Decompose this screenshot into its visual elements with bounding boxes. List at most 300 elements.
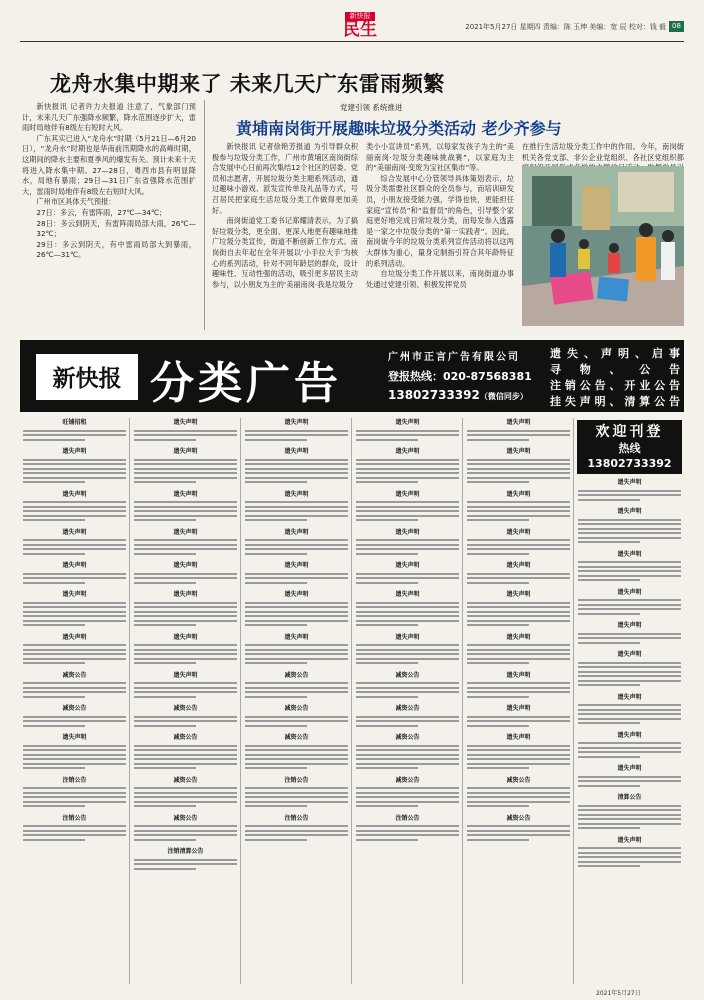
- notice-title: 遗失声明: [395, 528, 420, 536]
- notice-text-line: [356, 611, 459, 613]
- notice-text-line: [23, 792, 126, 794]
- section-badge: [338, 12, 382, 40]
- classified-notice: [353, 418, 462, 447]
- notice-text-line: [578, 566, 681, 568]
- notice-text-line: [467, 602, 570, 604]
- story2-paragraph: 类小小宣讲员”系列，以每家发孩子为主的“美丽南岗·垃圾分类趣味挑战赛”，以家庭为主的“美丽南岗·变废为宝社区集市”等。: [366, 142, 514, 173]
- notice-text-line: [134, 662, 196, 664]
- story1-body: [22, 102, 196, 332]
- notice-text-line: [356, 519, 418, 521]
- notice-text-line: [134, 544, 237, 546]
- notice-text-line: [245, 754, 348, 756]
- notice-text-line: [356, 745, 459, 747]
- notice-text-line: [245, 716, 348, 718]
- notice-text-line: [134, 868, 196, 870]
- classified-notice: [464, 776, 573, 814]
- notice-title: 遗失声明: [284, 562, 309, 569]
- notice-title: 遗失声明: [617, 550, 642, 558]
- notice-text-line: [23, 796, 126, 798]
- notice-text-line: [356, 515, 459, 517]
- notice-text-line: [356, 468, 459, 470]
- notice-title: 遗失声明: [617, 651, 642, 658]
- notice-title: 遗失声明: [173, 528, 198, 536]
- notice-text-line: [356, 725, 418, 727]
- notice-text-line: [356, 602, 459, 604]
- notice-title: 遗失声明: [506, 419, 531, 426]
- notice-text-line: [356, 624, 418, 626]
- notice-text-line: [578, 532, 681, 534]
- notice-text-line: [467, 696, 529, 698]
- welcome-box: [577, 420, 682, 474]
- classified-notice: [464, 528, 573, 562]
- notice-text-line: [356, 459, 459, 461]
- notice-text-line: [245, 749, 348, 751]
- classified-notice: [242, 671, 351, 705]
- footer-date: 2021年5月27日: [596, 990, 641, 997]
- classified-notice: [353, 447, 462, 490]
- notice-title: 旺铺招租: [62, 419, 87, 426]
- notice-text-line: [245, 602, 348, 604]
- notice-text-line: [23, 506, 126, 508]
- notice-text-line: [356, 649, 459, 651]
- notice-text-line: [467, 472, 570, 474]
- notice-title: 减资公告: [395, 705, 420, 712]
- notice-title: 减资公告: [173, 776, 198, 784]
- story1-paragraph: 新快报讯 记者许力夫报道 注意了，气象部门预计，未来几天广东强降水频繁，降水范围逐步扩大，雷雨时局地伴有8级左右短时大风。: [22, 102, 196, 133]
- classified-notice: [242, 447, 351, 490]
- classified-notice: [131, 704, 240, 733]
- notice-text-line: [134, 468, 237, 470]
- classified-notice: [20, 733, 129, 776]
- notice-text-line: [134, 696, 196, 698]
- notice-text-line: [134, 792, 237, 794]
- issue-line: 2021年5月27日 星期四 责编：陈 玉坤 美编：宽 辰 校对：钱 毅: [465, 23, 666, 31]
- notice-text-line: [134, 653, 237, 655]
- notice-text-line: [356, 792, 459, 794]
- notice-title: 遗失声明: [617, 731, 642, 739]
- notice-text-line: [245, 792, 348, 794]
- notice-title: 减资公告: [62, 705, 87, 712]
- notice-text-line: [467, 620, 570, 622]
- notice-text-line: [134, 649, 237, 651]
- notice-title: 遗失声明: [284, 490, 309, 498]
- notice-text-line: [578, 662, 681, 664]
- notice-text-line: [245, 805, 307, 807]
- notice-text-line: [578, 613, 640, 615]
- notice-title: 注销公告: [284, 776, 309, 784]
- notice-text-line: [578, 519, 681, 521]
- notice-text-line: [356, 763, 459, 765]
- notice-text-line: [467, 720, 570, 722]
- ad-category: 挂失声明、清算公告: [550, 395, 680, 408]
- classifieds-column-6-list: [575, 478, 684, 874]
- notice-text-line: [467, 477, 570, 479]
- notice-text-line: [134, 758, 237, 760]
- notice-text-line: [134, 749, 237, 751]
- notice-text-line: [245, 787, 348, 789]
- notice-text-line: [356, 696, 418, 698]
- notice-text-line: [245, 430, 348, 432]
- notice-text-line: [134, 459, 237, 461]
- classified-notice: [131, 528, 240, 562]
- forecast-line: 27日：多云，有雷阵雨，27℃—34℃；: [36, 207, 167, 217]
- notice-text-line: [578, 680, 681, 682]
- notice-text-line: [23, 573, 126, 575]
- ad-banner-title: 分类广告: [150, 358, 342, 409]
- notice-text-line: [134, 553, 196, 555]
- notice-text-line: [23, 720, 126, 722]
- classified-notice: [131, 847, 240, 876]
- notice-text-line: [356, 687, 459, 689]
- notice-text-line: [245, 830, 348, 832]
- notice-text-line: [23, 515, 126, 517]
- classified-notice: [131, 490, 240, 528]
- event-photo: [522, 166, 684, 326]
- classified-notice: [353, 490, 462, 528]
- classified-notice: [353, 671, 462, 705]
- notice-text-line: [467, 506, 570, 508]
- notice-title: 遗失声明: [62, 490, 87, 498]
- classified-notice: [242, 528, 351, 562]
- classifieds-column-1: [20, 418, 130, 984]
- notice-text-line: [245, 696, 307, 698]
- notice-text-line: [23, 687, 126, 689]
- notice-text-line: [23, 653, 126, 655]
- notice-text-line: [467, 611, 570, 613]
- notice-text-line: [578, 713, 681, 715]
- notice-text-line: [578, 684, 640, 686]
- classified-notice: [20, 814, 129, 848]
- notice-text-line: [356, 754, 459, 756]
- classified-notice: [20, 447, 129, 490]
- classified-notice: [464, 447, 573, 490]
- classified-notice: [131, 418, 240, 447]
- mobile-note: （微信同步）: [479, 392, 528, 401]
- notice-text-line: [23, 620, 126, 622]
- classified-notice: [131, 814, 240, 848]
- notice-text-line: [578, 865, 640, 867]
- notice-title: 减资公告: [506, 814, 531, 822]
- notice-text-line: [356, 658, 459, 660]
- notice-text-line: [578, 570, 681, 572]
- notice-text-line: [245, 649, 348, 651]
- notice-text-line: [467, 577, 570, 579]
- notice-text-line: [23, 754, 126, 756]
- notice-text-line: [467, 468, 570, 470]
- notice-text-line: [467, 767, 529, 769]
- welcome-phone: 13802733392: [587, 457, 672, 470]
- welcome-hotline-label: 热线: [618, 442, 641, 455]
- notice-text-line: [578, 856, 681, 858]
- notice-text-line: [23, 787, 126, 789]
- notice-text-line: [245, 620, 348, 622]
- notice-text-line: [23, 472, 126, 474]
- classified-notice: [464, 490, 573, 528]
- notice-text-line: [467, 519, 529, 521]
- notice-text-line: [467, 805, 529, 807]
- notice-text-line: [134, 834, 237, 836]
- notice-text-line: [134, 859, 237, 861]
- notice-text-line: [134, 582, 196, 584]
- notice-text-line: [245, 691, 348, 693]
- notice-text-line: [134, 787, 237, 789]
- classified-notice: [353, 561, 462, 590]
- notice-text-line: [578, 599, 681, 601]
- notice-text-line: [23, 644, 126, 646]
- notice-text-line: [245, 825, 348, 827]
- classified-notice: [20, 490, 129, 528]
- event-photo-illustration: [522, 166, 684, 326]
- notice-text-line: [578, 579, 640, 581]
- ad-categories: [550, 346, 680, 410]
- notice-text-line: [356, 644, 459, 646]
- notice-text-line: [467, 434, 570, 436]
- classified-notice: [575, 478, 684, 507]
- notice-title: 遗失声明: [284, 448, 309, 455]
- notice-text-line: [467, 792, 570, 794]
- notice-text-line: [245, 624, 307, 626]
- notice-title: 减资公告: [284, 734, 309, 741]
- notice-text-line: [134, 615, 237, 617]
- notice-title: 遗失声明: [617, 479, 642, 486]
- notice-text-line: [23, 602, 126, 604]
- notice-text-line: [578, 494, 681, 496]
- classified-notice: [575, 731, 684, 765]
- story2-paragraph: 在推行生活垃圾分类工作中的作用。今年，南岗街机关各党支部、非公企业党组织、各社区党组织都: [522, 142, 684, 162]
- notice-text-line: [134, 624, 196, 626]
- notice-text-line: [23, 682, 126, 684]
- notice-text-line: [245, 839, 307, 841]
- notice-title: 遗失声明: [284, 528, 309, 536]
- notice-title: 注销公告: [284, 814, 309, 822]
- notice-title: 遗失声明: [617, 622, 642, 629]
- notice-text-line: [134, 602, 237, 604]
- classified-notice: [353, 733, 462, 776]
- notice-text-line: [578, 604, 681, 606]
- notice-text-line: [356, 481, 418, 483]
- classified-notice: [242, 418, 351, 447]
- notice-text-line: [23, 519, 85, 521]
- notice-text-line: [578, 675, 681, 677]
- notice-text-line: [23, 649, 126, 651]
- notice-text-line: [578, 642, 640, 644]
- notice-text-line: [245, 796, 348, 798]
- notice-title: 减资公告: [62, 671, 87, 679]
- notice-title: 遗失声明: [173, 633, 198, 641]
- notice-text-line: [578, 722, 640, 724]
- notice-text-line: [245, 725, 307, 727]
- classified-notice: [353, 776, 462, 814]
- notice-title: 注销公告: [395, 814, 420, 822]
- notice-text-line: [134, 716, 237, 718]
- notice-title: 遗失声明: [506, 490, 531, 498]
- notice-text-line: [245, 434, 348, 436]
- notice-text-line: [134, 644, 237, 646]
- notice-text-line: [578, 847, 681, 849]
- notice-text-line: [578, 633, 681, 635]
- classified-notice: [131, 561, 240, 590]
- welcome-title: 欢迎刊登: [595, 424, 664, 440]
- notice-title: 遗失声明: [173, 490, 198, 498]
- notice-text-line: [356, 801, 459, 803]
- notice-text-line: [467, 649, 570, 651]
- notice-text-line: [578, 637, 681, 639]
- notice-text-line: [245, 439, 307, 441]
- notice-title: 减资公告: [506, 776, 531, 784]
- notice-text-line: [467, 758, 570, 760]
- notice-text-line: [356, 758, 459, 760]
- classified-notice: [20, 633, 129, 671]
- notice-title: 遗失声明: [506, 734, 531, 741]
- notice-text-line: [578, 704, 681, 706]
- notice-text-line: [245, 644, 348, 646]
- notice-text-line: [467, 691, 570, 693]
- notice-text-line: [23, 430, 126, 432]
- mobile-line: [388, 388, 528, 402]
- notice-text-line: [467, 501, 570, 503]
- notice-text-line: [467, 644, 570, 646]
- notice-title: 遗失声明: [506, 448, 531, 455]
- notice-text-line: [578, 747, 681, 749]
- notice-title: 遗失声明: [617, 836, 642, 844]
- notice-text-line: [356, 653, 459, 655]
- notice-text-line: [356, 463, 459, 465]
- notice-title: 遗失声明: [173, 591, 198, 598]
- notice-text-line: [134, 658, 237, 660]
- classified-notice: [131, 733, 240, 776]
- classified-notice: [575, 507, 684, 550]
- notice-title: 遗失声明: [284, 633, 309, 641]
- notice-text-line: [134, 510, 237, 512]
- classified-notice: [575, 764, 684, 793]
- notice-text-line: [245, 510, 348, 512]
- hotline-label: 登报热线：: [388, 370, 443, 383]
- notice-text-line: [134, 801, 237, 803]
- notice-text-line: [467, 825, 570, 827]
- notice-text-line: [356, 439, 418, 441]
- notice-text-line: [578, 523, 681, 525]
- classified-notice: [464, 733, 573, 776]
- notice-text-line: [578, 776, 681, 778]
- notice-text-line: [467, 459, 570, 461]
- notice-text-line: [245, 539, 348, 541]
- story2-headline: 黄埔南岗街开展趣味垃圾分类活动 老少齐参与: [236, 119, 562, 138]
- classified-ad-banner: [20, 340, 684, 412]
- notice-text-line: [467, 515, 570, 517]
- notice-text-line: [578, 818, 681, 820]
- story2-column-3: [522, 142, 684, 166]
- notice-text-line: [23, 577, 126, 579]
- ad-category: 寻物、公告: [550, 363, 680, 376]
- notice-text-line: [23, 658, 126, 660]
- notice-text-line: [134, 720, 237, 722]
- notice-text-line: [578, 756, 640, 758]
- notice-text-line: [467, 716, 570, 718]
- notice-text-line: [23, 624, 85, 626]
- notice-text-line: [134, 472, 237, 474]
- hotline: [388, 368, 532, 384]
- notice-text-line: [467, 834, 570, 836]
- notice-text-line: [578, 709, 681, 711]
- notice-text-line: [245, 468, 348, 470]
- notice-text-line: [245, 582, 307, 584]
- classified-notice: [131, 776, 240, 814]
- notice-text-line: [356, 787, 459, 789]
- notice-text-line: [245, 459, 348, 461]
- classified-notice: [20, 561, 129, 590]
- notice-text-line: [23, 439, 85, 441]
- notice-text-line: [356, 553, 418, 555]
- notice-text-line: [467, 544, 570, 546]
- notice-title: 注销公告: [62, 776, 87, 784]
- notice-title: 减资公告: [395, 734, 420, 741]
- notice-text-line: [245, 501, 348, 503]
- classified-notice: [131, 671, 240, 705]
- notice-text-line: [23, 763, 126, 765]
- notice-text-line: [245, 506, 348, 508]
- notice-text-line: [245, 519, 307, 521]
- notice-title: 遗失声明: [395, 633, 420, 641]
- story2-kicker: 党建引领 系统推进: [340, 103, 403, 112]
- notice-text-line: [245, 682, 348, 684]
- notice-text-line: [134, 573, 237, 575]
- notice-text-line: [245, 573, 348, 575]
- notice-text-line: [245, 515, 348, 517]
- notice-text-line: [245, 758, 348, 760]
- notice-text-line: [134, 839, 196, 841]
- notice-title: 遗失声明: [506, 528, 531, 536]
- notice-text-line: [134, 463, 237, 465]
- notice-text-line: [23, 459, 126, 461]
- notice-text-line: [134, 830, 237, 832]
- notice-text-line: [578, 742, 681, 744]
- notice-text-line: [134, 682, 237, 684]
- notice-text-line: [467, 658, 570, 660]
- story2-paragraph: 自垃圾分类工作开展以来，南岗街道办事处通过党建引领、积极发挥党员: [366, 269, 514, 289]
- notice-text-line: [356, 539, 459, 541]
- classified-notice: [575, 621, 684, 650]
- notice-text-line: [134, 434, 237, 436]
- notice-text-line: [356, 501, 459, 503]
- classified-notice: [575, 650, 684, 693]
- notice-text-line: [23, 544, 126, 546]
- notice-text-line: [245, 477, 348, 479]
- classifieds-column-2: [131, 418, 241, 984]
- notice-text-line: [356, 839, 418, 841]
- notice-title: 减资公告: [284, 671, 309, 679]
- notice-text-line: [134, 763, 237, 765]
- notice-text-line: [134, 863, 237, 865]
- notice-text-line: [23, 805, 85, 807]
- notice-text-line: [134, 430, 237, 432]
- notice-text-line: [578, 608, 681, 610]
- notice-text-line: [23, 825, 126, 827]
- notice-text-line: [578, 827, 640, 829]
- notice-title: 减资公告: [173, 734, 198, 741]
- notice-title: 遗失声明: [617, 765, 642, 772]
- notice-title: 遗失声明: [506, 562, 531, 569]
- notice-text-line: [356, 691, 459, 693]
- notice-text-line: [578, 823, 681, 825]
- notice-text-line: [23, 691, 126, 693]
- notice-title: 遗失声明: [617, 508, 642, 515]
- notice-text-line: [467, 801, 570, 803]
- classified-notice: [131, 633, 240, 671]
- notice-text-line: [134, 548, 237, 550]
- classified-notice: [20, 418, 129, 447]
- notice-text-line: [245, 763, 348, 765]
- classified-notice: [464, 590, 573, 633]
